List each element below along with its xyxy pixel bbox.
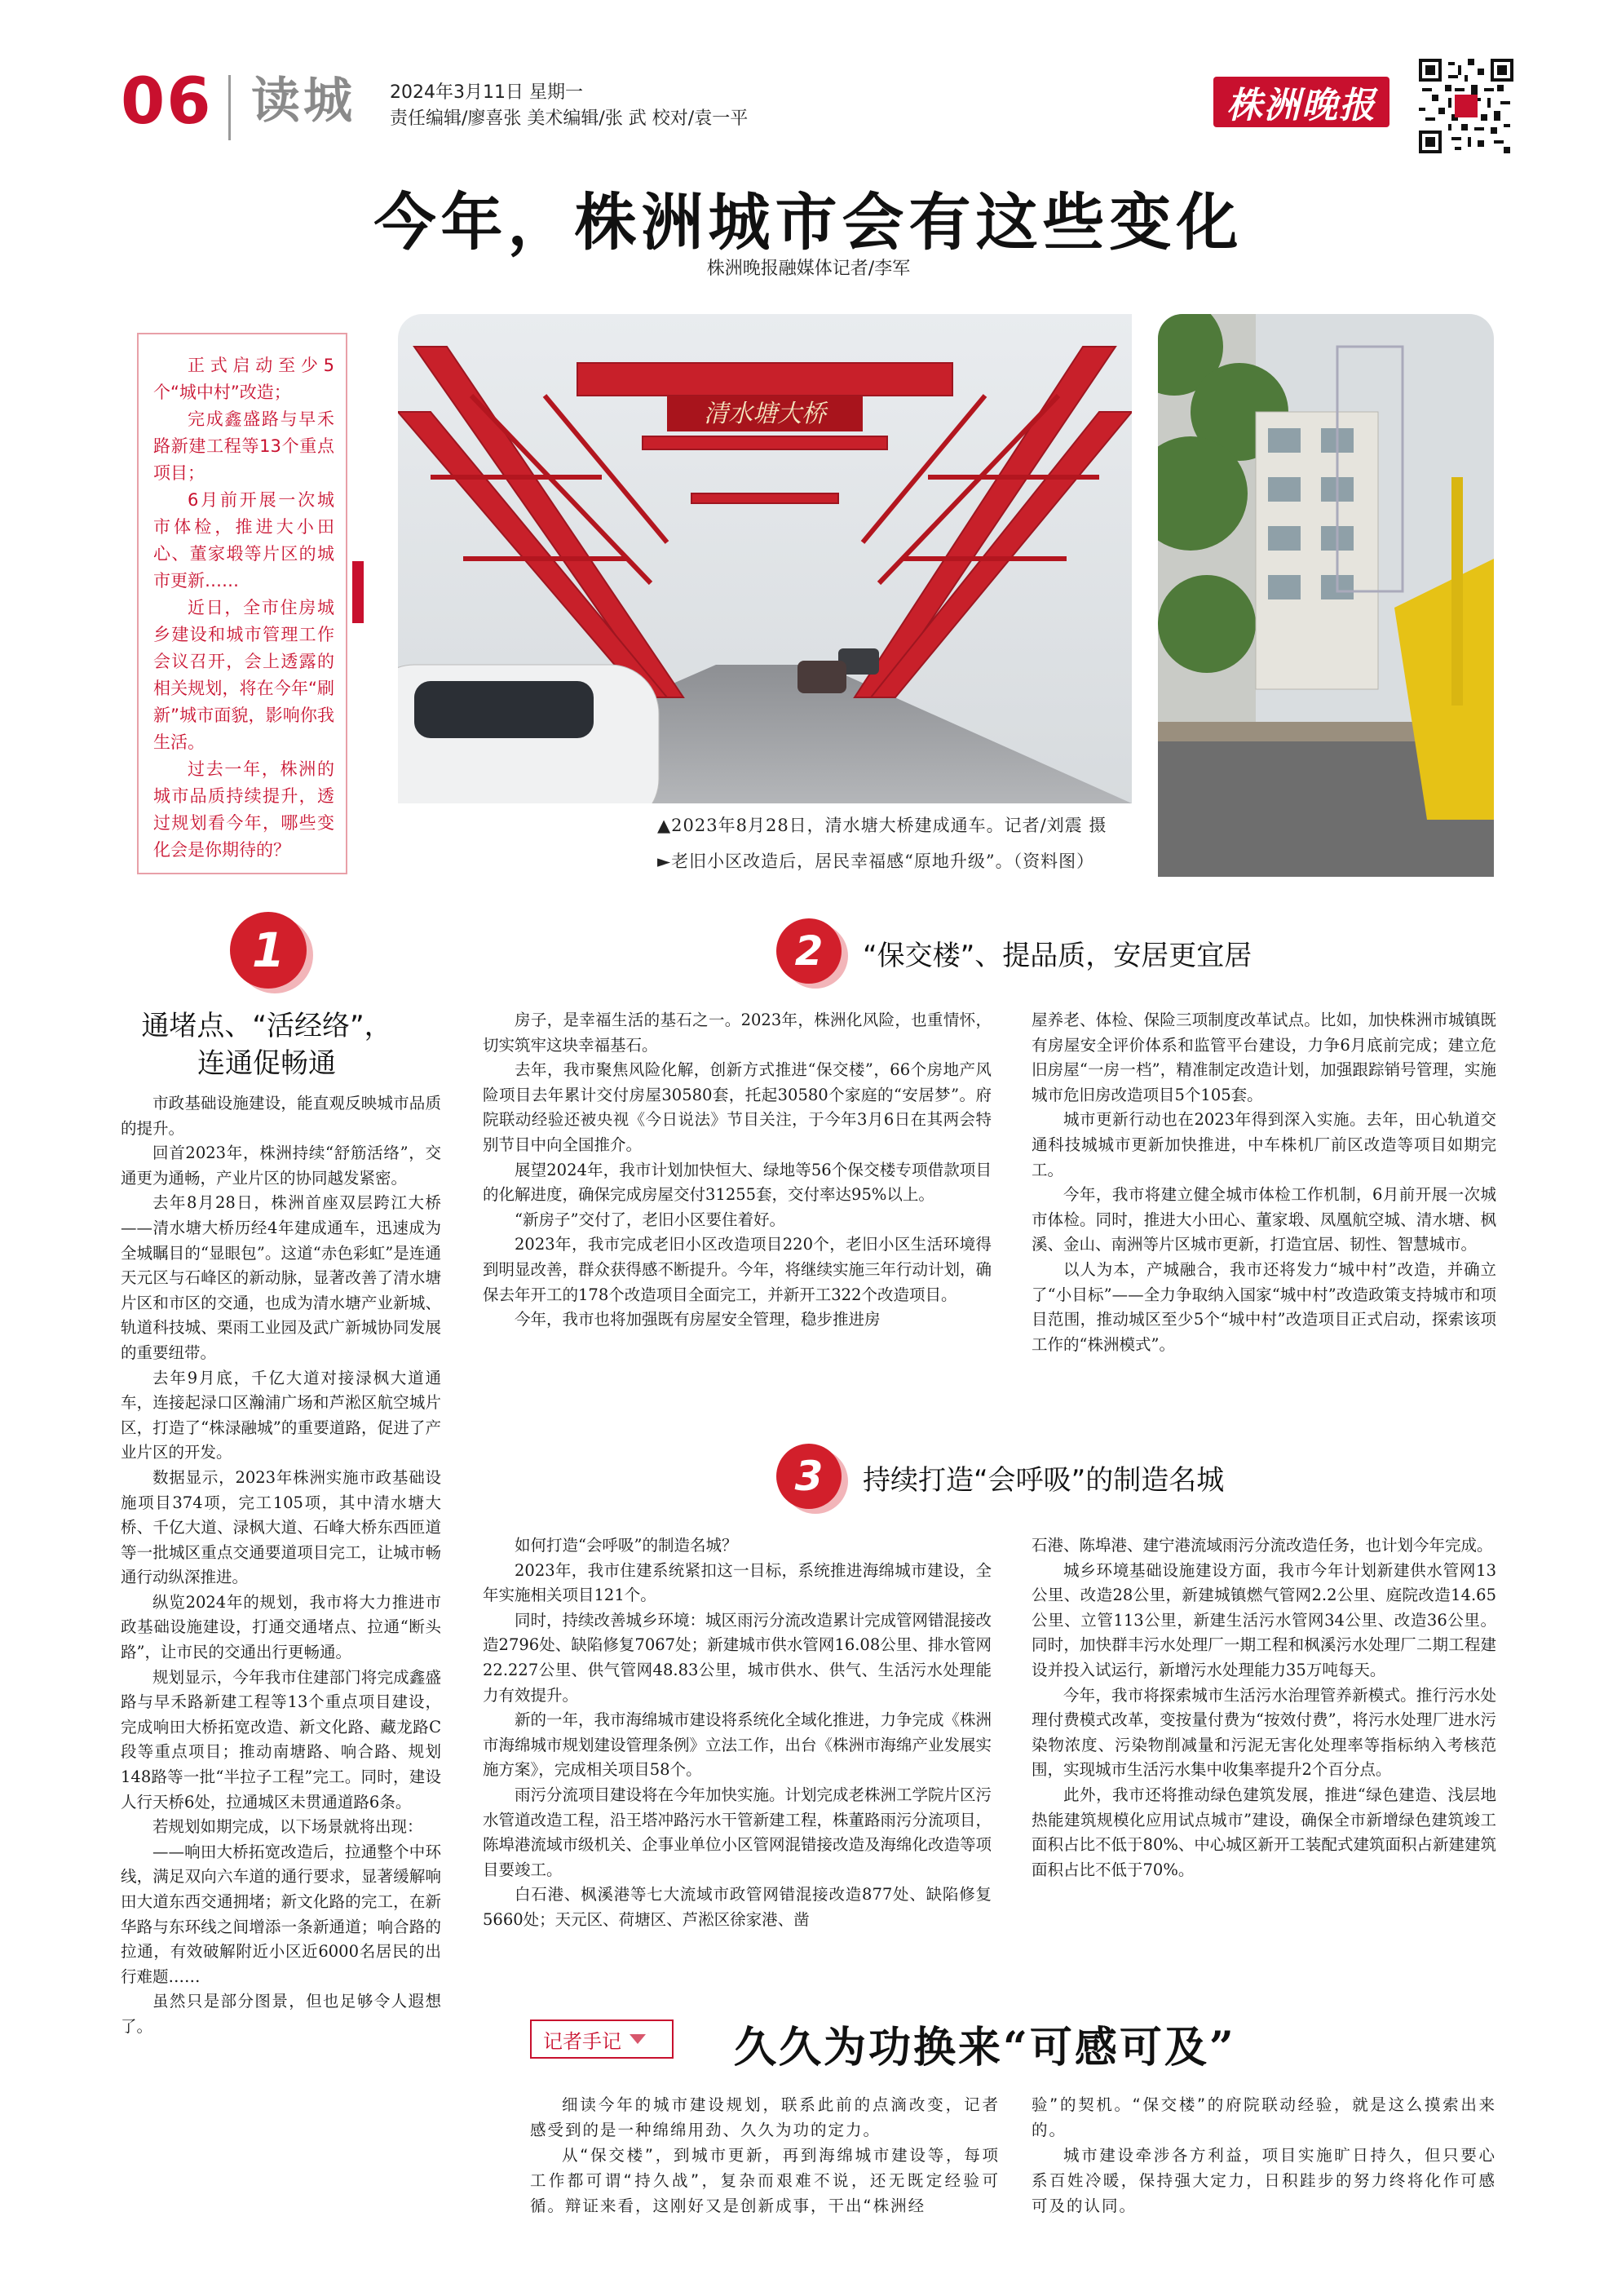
page-number: 06	[121, 65, 213, 139]
sec1-p1: 市政基础设施建设，能直观反映城市品质的提升。	[121, 1094, 441, 1138]
sec3-c2-p4: 此外，我市还将推动绿色建筑发展，推进“绿色建造、浅层地热能建筑规模化应用试点城市”建设，确保全市新增绿色建筑竣工面积占比不低于80%、中心城区新开工装配式建筑面积占新建建筑面积占比不低于70%。	[1032, 1785, 1496, 1879]
sec2-column-1	[483, 1008, 992, 1333]
sec3-c2-p1: 石港、陈埠港、建宁港流域雨污分流改造任务，也计划今年完成。	[1032, 1536, 1493, 1555]
section-name: 读城	[251, 73, 356, 130]
sec2-c1-p1: 房子，是幸福生活的基石之一。2023年，株洲化风险，也重情怀，切实筑牢这块幸福基石。	[483, 1011, 992, 1055]
sec3-c1-p4: 新的一年，我市海绵城市建设将系统化全域化推进，力争完成《株洲市海绵城市规划建设管理条例》立法工作，出台《株洲市海绵产业发展实施方案》，完成相关项目58个。	[483, 1710, 992, 1780]
sec2-c2-p3: 今年，我市将建立健全城市体检工作机制，6月前开展一次城市体检。同时，推进大小田心、董家塅、凤凰航空城、清水塘、枫溪、金山、南洲等片区城市更新，打造宜居、韧性、智慧城市。	[1032, 1185, 1496, 1254]
sec3-title: 持续打造“会呼吸”的制造名城	[863, 1464, 1225, 1497]
lead-p2: 完成鑫盛路与早禾路新建工程等13个重点项目；	[153, 409, 334, 483]
photo-caption-2: ►老旧小区改造后，居民幸福感“原地升级”。（资料图）	[657, 852, 1095, 871]
commentary-title: 久久为功换来“可感可及”	[734, 2023, 1236, 2073]
sec3-c2-p2: 城乡环境基础设施建设方面，我市今年计划新建供水管网13公里、改造28公里，新建城镇燃气管网2.2公里、庭院改造14.65公里、立管113公里，新建生活污水管网34公里、改造36公里。同时，加快群丰污水处理厂一期工程和枫溪污水处理厂二期工程建设并投入试运行，新增污水处理能力35万吨每天。	[1032, 1560, 1496, 1679]
date-line: 2024年3月11日 星期一	[390, 82, 583, 103]
sec1-p6: 纵览2024年的规划，我市将大力推进市政基础设施建设，打通交通堵点、拉通“断头路”，让市民的交通出行更畅通。	[121, 1592, 441, 1662]
lead-p3: 6月前开展一次城市体检，推进大小田心、董家塅等片区的城市更新……	[153, 490, 334, 591]
sec1-p9: ——响田大桥拓宽改造后，拉通整个中环线，满足双向六车道的通行要求，显著缓解响田大道东西交通拥堵；新文化路的完工，在新华路与东环线之间增添一条新通道；响合路的拉通，有效破解附近小区近6000名居民的出行难题……	[121, 1842, 441, 1986]
sec2-column-2	[1032, 1008, 1496, 1357]
editors-line: 责任编辑/廖喜张 美术编辑/张 武 校对/袁一平	[390, 108, 749, 129]
sec2-badge	[776, 918, 842, 984]
lead-p4: 近日，全市住房城乡建设和城市管理工作会议召开，会上透露的相关规划，将在今年“刷新”城市面貌，影响你我生活。	[153, 598, 334, 752]
sec1-p4: 去年9月底，千亿大道对接渌枫大道通车，连接起渌口区瀚浦广场和芦淞区航空城片区，打造了“株渌融城”的重要道路，促进了产业片区的开发。	[121, 1368, 441, 1462]
sec2-c2-p1: 屋养老、体检、保险三项制度改革试点。比如，加快株洲市城镇既有房屋安全评价体系和监管平台建设，力争6月底前完成；建立危旧房屋“一房一档”，精准制定改造计划，加强跟踪销号管理，实施城市危旧房改造项目5个105套。	[1032, 1011, 1496, 1104]
sec3-c1-p5: 雨污分流项目建设将在今年加快实施。计划完成老株洲工学院片区污水管道改造工程，沿王塔冲路污水干管新建工程，株董路雨污分流项目，陈埠港流域市级机关、企事业单位小区管网混错接改造及海绵化改造等项目要竣工。	[483, 1785, 992, 1879]
sec2-c1-p6: 今年，我市也将加强既有房屋安全管理，稳步推进房	[515, 1310, 881, 1329]
lead-p5: 过去一年，株洲的城市品质持续提升，透过规划看今年，哪些变化会是你期待的？	[153, 759, 334, 860]
photo-caption-1: ▲2023年8月28日，清水塘大桥建成通车。记者/刘震 摄	[657, 816, 1107, 835]
sec1-column	[121, 1091, 441, 2040]
sec1-badge	[230, 912, 307, 989]
sec3-c2-p3: 今年，我市将探索城市生活污水治理管养新模式。推行污水处理付费模式改革，变按量付费为“按效付费”，将污水处理厂进水污染物浓度、污染物削减量和污泥无害化处理率等指标纳入考核范围，实现城市生活污水集中收集率提升2个百分点。	[1032, 1685, 1496, 1780]
sec2-number: 2	[794, 927, 824, 975]
masthead-logo	[1213, 77, 1389, 127]
lead-accent	[352, 561, 364, 623]
headline: 今年，株洲城市会有这些变化	[373, 186, 1244, 259]
commentary-tag-label: 记者手记	[543, 2029, 621, 2053]
commentary-c2-p2: 城市建设牵涉各方利益，项目实施旷日持久，但只要心系百姓冷暖，保持强大定力，日积跬步的努力终将化作可感可及的认同。	[1032, 2146, 1496, 2215]
sec2-c1-p4: “新房子”交付了，老旧小区要住着好。	[515, 1210, 785, 1229]
commentary-column-2	[1032, 2092, 1496, 2219]
sec2-c1-p5: 2023年，我市完成老旧小区改造项目220个，老旧小区生活环境得到明显改善，群众获得感不断提升。今年，将继续实施三年行动计划，确保去年开工的178个改造项目全面完工，并新开工322个改造项目。	[483, 1235, 992, 1304]
sec1-title-line2: 连通促畅通	[197, 1047, 336, 1080]
sec2-c2-p4: 以人为本，产城融合，我市还将发力“城中村”改造，并确立了“小目标”——全力争取纳入国家“城中村”改造政策支持城市和项目范围，推动城区至少5个“城中村”改造项目正式启动，探索该项工作的“株洲模式”。	[1032, 1259, 1496, 1354]
byline: 株洲晚报融媒体记者/李军	[706, 259, 911, 279]
commentary-c2-p1: 验”的契机。“保交楼”的府院联动经验，就是这么摸索出来的。	[1032, 2095, 1496, 2139]
sec3-column-2	[1032, 1533, 1496, 1882]
commentary-c1-p1: 细读今年的城市建设规划，联系此前的点滴改变，记者感受到的是一种绵绵用劲、久久为功的定力。	[530, 2095, 1000, 2139]
sec3-c1-p3: 同时，持续改善城乡环境：城区雨污分流改造累计完成管网错混接改造2796处、缺陷修复7067处；新建城市供水管网16.08公里、排水管网22.227公里、供气管网48.83公里，城市供水、供气、生活污水处理能力有效提升。	[483, 1610, 992, 1705]
masthead-text: 株洲晚报	[1226, 85, 1376, 126]
sec2-c1-p2: 去年，我市聚焦风险化解，创新方式推进“保交楼”，66个房地产风险项目去年累计交付房屋30580套，托起30580个家庭的“安居梦”。府院联动经验还被央视《今日说法》节目关注，于今年3月6日在其两会特别节目中向全国推介。	[483, 1060, 992, 1154]
sec2-c2-p2: 城市更新行动也在2023年得到深入实施。去年，田心轨道交通科技城城市更新加快推进，中车株机厂前区改造等项目如期完工。	[1032, 1110, 1496, 1179]
header-divider	[228, 75, 231, 140]
sec1-p7: 规划显示，今年我市住建部门将完成鑫盛路与早禾路新建工程等13个重点项目建设，完成响田大桥拓宽改造、新文化路、藏龙路C段等重点项目；推动南塘路、响合路、规划148路等一批“半拉子工程”完工。同时，建设人行天桥6处，拉通城区未贯通道路6条。	[121, 1667, 441, 1812]
sec3-column-1	[483, 1533, 992, 1933]
sec1-p5: 数据显示，2023年株洲实施市政基础设施项目374项，完工105项，其中清水塘大桥、千亿大道、渌枫大道、石峰大桥东西匝道等一批城区重点交通要道项目完工，让城市畅通行动纵深推进。	[121, 1467, 441, 1587]
sec3-badge	[776, 1444, 842, 1509]
sec1-p3: 去年8月28日，株洲首座双层跨江大桥——清水塘大桥历经4年建成通车，迅速成为全城瞩目的“显眼包”。这道“赤色彩虹”是连通天元区与石峰区的新动脉，显著改善了清水塘片区和市区的交通，也成为清水塘产业新城、轨道科技城、栗雨工业园及武广新城协同发展的重要纽带。	[121, 1193, 441, 1362]
qr-code-icon	[1419, 59, 1513, 153]
commentary-tag	[530, 2020, 674, 2059]
bridge-sign-text: 清水塘大桥	[704, 400, 826, 428]
sec1-p10: 虽然只是部分图景，但也足够令人遐想了。	[121, 1992, 441, 2036]
sec1-p8: 若规划如期完成，以下场景就将出现：	[152, 1817, 423, 1837]
lead-box	[137, 333, 347, 874]
lead-p1: 正式启动至少5个“城中村”改造；	[153, 356, 334, 402]
bridge-photo	[398, 314, 1132, 803]
residential-photo	[1158, 314, 1494, 877]
commentary-column-1	[530, 2092, 1000, 2219]
sec1-p2: 回首2023年，株洲持续“舒筋活络”，交通更为通畅，产业片区的协同越发紧密。	[121, 1144, 441, 1188]
sec1-number: 1	[251, 922, 285, 978]
commentary-c1-p2: 从“保交楼”，到城市更新，再到海绵城市建设等，每项工作都可谓“持久战”，复杂而艰难不说，还无既定经验可循。辩证来看，这刚好又是创新成事，干出“株洲经	[530, 2146, 1000, 2215]
sec3-c1-p6: 白石港、枫溪港等七大流域市政管网错混接改造877处、缺陷修复5660处；天元区、荷塘区、芦淞区徐家港、凿	[483, 1885, 992, 1929]
sec2-title: “保交楼”、提品质，安居更宜居	[863, 940, 1253, 972]
sec1-title-line1: 通堵点、“活经络”，	[141, 1010, 392, 1042]
sec3-c1-p1: 如何打造“会呼吸”的制造名城？	[515, 1536, 738, 1555]
sec2-c1-p3: 展望2024年，我市计划加快恒大、绿地等56个保交楼专项借款项目的化解进度，确保完成房屋交付31255套，交付率达95%以上。	[483, 1160, 992, 1205]
triangle-down-icon	[630, 2034, 646, 2044]
sec3-c1-p2: 2023年，我市住建系统紧扣这一目标，系统推进海绵城市建设，全年实施相关项目121个。	[483, 1560, 992, 1605]
sec3-number: 3	[794, 1453, 824, 1500]
